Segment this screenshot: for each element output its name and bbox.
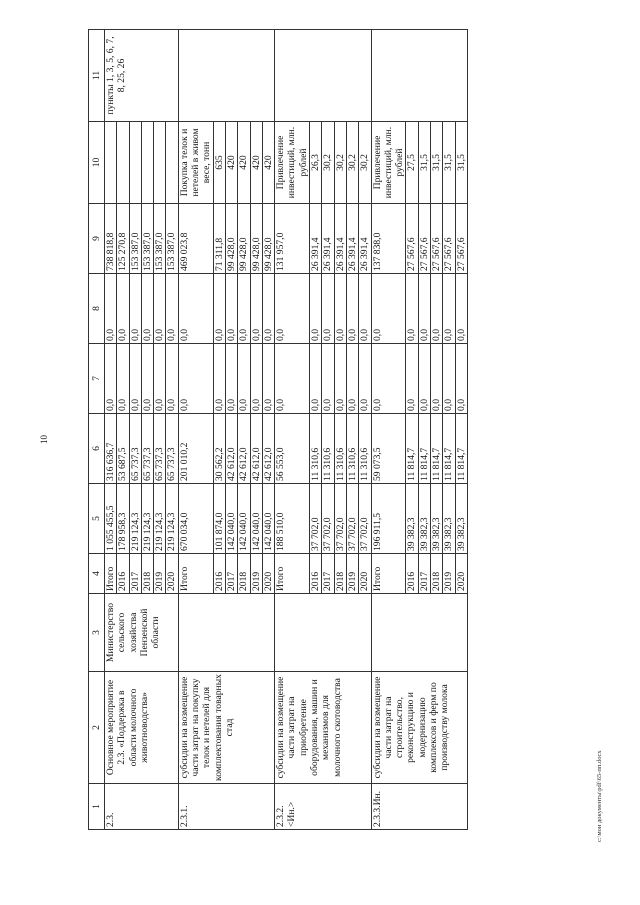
total-cell: 37 702,0 [334, 484, 346, 554]
regional-budget-cell: 42 612,0 [250, 414, 262, 484]
extrabudget-cell: 0,0 [275, 274, 310, 344]
year-cell: 2018 [238, 554, 250, 594]
total-cell: 142 040,0 [238, 484, 250, 554]
extrabudget-cell: 0,0 [213, 274, 225, 344]
total-cell: 39 382,3 [455, 484, 467, 554]
table-body [105, 30, 468, 830]
item-number: 2.3.2. <Ин.> [275, 784, 371, 830]
extrabudget-cell: 0,0 [322, 274, 334, 344]
year-cell: 2016 [213, 554, 225, 594]
linked-indicators [178, 30, 274, 122]
total-cell: 101 874,0 [213, 484, 225, 554]
regional-budget-cell: 11 814,7 [406, 414, 418, 484]
table-row [275, 30, 310, 830]
federal-budget-cell: 99 428,0 [250, 204, 262, 274]
responsible-executor [275, 594, 371, 672]
year-cell: 2017 [129, 554, 141, 594]
total-cell: 670 034,0 [178, 484, 213, 554]
col-header-1: 1 [89, 784, 105, 830]
regional-budget-cell: 59 073,5 [371, 414, 406, 484]
extrabudget-cell: 0,0 [141, 274, 153, 344]
local-budget-cell: 0,0 [346, 344, 358, 414]
indicator-value: 420 [225, 122, 237, 204]
indicator-value: 31,5 [443, 122, 455, 204]
regional-budget-cell: 30 562,2 [213, 414, 225, 484]
year-cell: Итого [371, 554, 406, 594]
linked-indicators [371, 30, 467, 122]
extrabudget-cell: 0,0 [166, 274, 178, 344]
regional-budget-cell: 11 814,7 [443, 414, 455, 484]
local-budget-cell: 0,0 [225, 344, 237, 414]
total-cell: 39 382,3 [406, 484, 418, 554]
year-cell: 2016 [310, 554, 322, 594]
extrabudget-cell: 0,0 [346, 274, 358, 344]
local-budget-cell: 0,0 [141, 344, 153, 414]
federal-budget-cell: 153 387,0 [141, 204, 153, 274]
regional-budget-cell: 11 814,7 [418, 414, 430, 484]
regional-budget-cell: 56 553,0 [275, 414, 310, 484]
table-row [178, 30, 213, 830]
local-budget-cell: 0,0 [334, 344, 346, 414]
extrabudget-cell: 0,0 [105, 274, 117, 344]
indicator-value: 31,5 [418, 122, 430, 204]
year-cell: 2020 [262, 554, 274, 594]
indicator-value: 27,5 [406, 122, 418, 204]
col-header-9: 9 [89, 204, 105, 274]
regional-budget-cell: 65 737,3 [154, 414, 166, 484]
indicator-value: 31,5 [455, 122, 467, 204]
total-cell: 188 510,0 [275, 484, 310, 554]
federal-budget-cell: 131 957,0 [275, 204, 310, 274]
local-budget-cell: 0,0 [213, 344, 225, 414]
linked-indicators [275, 30, 371, 122]
federal-budget-cell: 27 567,6 [406, 204, 418, 274]
year-cell: Итого [105, 554, 117, 594]
federal-budget-cell: 99 428,0 [262, 204, 274, 274]
program-table [88, 29, 468, 830]
extrabudget-cell: 0,0 [418, 274, 430, 344]
extrabudget-cell: 0,0 [225, 274, 237, 344]
indicator-value [129, 122, 141, 204]
federal-budget-cell: 27 567,6 [431, 204, 443, 274]
federal-budget-cell: 125 270,8 [117, 204, 129, 274]
col-header-4: 4 [89, 554, 105, 594]
col-header-6: 6 [89, 414, 105, 484]
file-path: c:\мои документы\pdf\65-пп.docx [596, 750, 603, 842]
local-budget-cell: 0,0 [443, 344, 455, 414]
regional-budget-cell: 11 814,7 [455, 414, 467, 484]
extrabudget-cell: 0,0 [238, 274, 250, 344]
regional-budget-cell: 201 010,2 [178, 414, 213, 484]
local-budget-cell: 0,0 [105, 344, 117, 414]
local-budget-cell: 0,0 [250, 344, 262, 414]
page-number: 10 [39, 435, 49, 444]
extrabudget-cell: 0,0 [406, 274, 418, 344]
col-header-5: 5 [89, 484, 105, 554]
regional-budget-cell: 42 612,0 [225, 414, 237, 484]
regional-budget-cell: 42 612,0 [238, 414, 250, 484]
federal-budget-cell: 99 428,0 [225, 204, 237, 274]
responsible-executor [371, 594, 467, 672]
total-cell: 142 040,0 [225, 484, 237, 554]
local-budget-cell: 0,0 [455, 344, 467, 414]
item-name: Основное мероприятие 2.3. «Поддержка в области молочного животноводства» [105, 672, 179, 784]
total-cell: 37 702,0 [322, 484, 334, 554]
federal-budget-cell: 27 567,6 [418, 204, 430, 274]
indicator-value: 420 [250, 122, 262, 204]
regional-budget-cell: 65 737,3 [166, 414, 178, 484]
item-name: субсидии на возмещение части затрат на приобретение оборудования, машин и механизмов для молочного скотоводства [275, 672, 371, 784]
indicator-value: 30,2 [359, 122, 371, 204]
indicator-value: 30,2 [334, 122, 346, 204]
extrabudget-cell: 0,0 [359, 274, 371, 344]
federal-budget-cell: 26 391,4 [310, 204, 322, 274]
regional-budget-cell: 11 310,6 [359, 414, 371, 484]
local-budget-cell: 0,0 [238, 344, 250, 414]
federal-budget-cell: 27 567,6 [443, 204, 455, 274]
total-cell: 178 958,3 [117, 484, 129, 554]
total-cell: 39 382,3 [418, 484, 430, 554]
local-budget-cell: 0,0 [117, 344, 129, 414]
indicator-value [105, 122, 117, 204]
col-header-7: 7 [89, 344, 105, 414]
year-cell: 2018 [334, 554, 346, 594]
extrabudget-cell: 0,0 [310, 274, 322, 344]
item-number: 2.3. [105, 784, 179, 830]
table-row [371, 30, 406, 830]
federal-budget-cell: 153 387,0 [166, 204, 178, 274]
indicator-value [117, 122, 129, 204]
total-cell: 142 040,0 [250, 484, 262, 554]
regional-budget-cell: 42 612,0 [262, 414, 274, 484]
indicator-label: Привлечение инвестиций, млн. рублей [371, 122, 406, 204]
indicator-value: 30,2 [322, 122, 334, 204]
year-cell: 2017 [225, 554, 237, 594]
column-number-row [89, 30, 105, 830]
col-header-8: 8 [89, 274, 105, 344]
year-cell: 2019 [154, 554, 166, 594]
local-budget-cell: 0,0 [322, 344, 334, 414]
indicator-value: 30,2 [346, 122, 358, 204]
extrabudget-cell: 0,0 [334, 274, 346, 344]
total-cell: 37 702,0 [346, 484, 358, 554]
indicator-value [154, 122, 166, 204]
federal-budget-cell: 99 428,0 [238, 204, 250, 274]
indicator-value: 31,5 [431, 122, 443, 204]
indicator-value: 635 [213, 122, 225, 204]
year-cell: 2017 [418, 554, 430, 594]
federal-budget-cell: 153 387,0 [129, 204, 141, 274]
responsible-executor [178, 594, 274, 672]
regional-budget-cell: 316 636,7 [105, 414, 117, 484]
local-budget-cell: 0,0 [178, 344, 213, 414]
regional-budget-cell: 11 310,6 [322, 414, 334, 484]
col-header-3: 3 [89, 594, 105, 672]
indicator-label: Привлечение инвестиций, млн. рублей [275, 122, 310, 204]
total-cell: 142 040,0 [262, 484, 274, 554]
local-budget-cell: 0,0 [310, 344, 322, 414]
year-cell: 2019 [443, 554, 455, 594]
year-cell: 2020 [166, 554, 178, 594]
federal-budget-cell: 26 391,4 [359, 204, 371, 274]
extrabudget-cell: 0,0 [443, 274, 455, 344]
local-budget-cell: 0,0 [359, 344, 371, 414]
table-row [105, 30, 117, 830]
total-cell: 219 124,3 [166, 484, 178, 554]
total-cell: 196 911,5 [371, 484, 406, 554]
total-cell: 219 124,3 [129, 484, 141, 554]
total-cell: 37 702,0 [310, 484, 322, 554]
item-name: субсидии на возмещение части затрат на строительство, реконструкцию и модернизацию комплексов и ферм по производству молока [371, 672, 467, 784]
year-cell: 2020 [455, 554, 467, 594]
indicator-value: 420 [238, 122, 250, 204]
local-budget-cell: 0,0 [154, 344, 166, 414]
year-cell: 2019 [346, 554, 358, 594]
rotated-table-container [88, 30, 586, 830]
total-cell: 1 055 455,5 [105, 484, 117, 554]
federal-budget-cell: 27 567,6 [455, 204, 467, 274]
indicator-value: 26,3 [310, 122, 322, 204]
year-cell: 2020 [359, 554, 371, 594]
year-cell: 2016 [406, 554, 418, 594]
federal-budget-cell: 153 387,0 [154, 204, 166, 274]
year-cell: Итого [275, 554, 310, 594]
regional-budget-cell: 53 687,5 [117, 414, 129, 484]
year-cell: Итого [178, 554, 213, 594]
indicator-value [141, 122, 153, 204]
year-cell: 2019 [250, 554, 262, 594]
extrabudget-cell: 0,0 [455, 274, 467, 344]
item-number: 2.3.3.Ин. [371, 784, 467, 830]
federal-budget-cell: 26 391,4 [322, 204, 334, 274]
regional-budget-cell: 11 310,6 [334, 414, 346, 484]
local-budget-cell: 0,0 [406, 344, 418, 414]
local-budget-cell: 0,0 [129, 344, 141, 414]
extrabudget-cell: 0,0 [262, 274, 274, 344]
federal-budget-cell: 738 818,8 [105, 204, 117, 274]
local-budget-cell: 0,0 [166, 344, 178, 414]
item-number: 2.3.1. [178, 784, 274, 830]
col-header-2: 2 [89, 672, 105, 784]
year-cell: 2017 [322, 554, 334, 594]
regional-budget-cell: 65 737,3 [129, 414, 141, 484]
indicator-value [166, 122, 178, 204]
local-budget-cell: 0,0 [431, 344, 443, 414]
indicator-value: 420 [262, 122, 274, 204]
local-budget-cell: 0,0 [262, 344, 274, 414]
extrabudget-cell: 0,0 [129, 274, 141, 344]
col-header-11: 11 [89, 30, 105, 122]
federal-budget-cell: 71 311,8 [213, 204, 225, 274]
federal-budget-cell: 26 391,4 [346, 204, 358, 274]
local-budget-cell: 0,0 [371, 344, 406, 414]
local-budget-cell: 0,0 [275, 344, 310, 414]
total-cell: 219 124,3 [141, 484, 153, 554]
federal-budget-cell: 469 023,8 [178, 204, 213, 274]
year-cell: 2018 [431, 554, 443, 594]
year-cell: 2016 [117, 554, 129, 594]
indicator-label: Покупка телок и нетелей в живом весе, тонн [178, 122, 213, 204]
total-cell: 39 382,3 [431, 484, 443, 554]
federal-budget-cell: 26 391,4 [334, 204, 346, 274]
local-budget-cell: 0,0 [418, 344, 430, 414]
extrabudget-cell: 0,0 [250, 274, 262, 344]
total-cell: 219 124,3 [154, 484, 166, 554]
responsible-executor: Министерство сельского хозяйства Пензенской области [105, 594, 179, 672]
linked-indicators: пункты 1, 3, 5, 6, 7, 8, 25, 26 [105, 30, 179, 122]
col-header-10: 10 [89, 122, 105, 204]
extrabudget-cell: 0,0 [178, 274, 213, 344]
total-cell: 37 702,0 [359, 484, 371, 554]
regional-budget-cell: 11 310,6 [310, 414, 322, 484]
regional-budget-cell: 65 737,3 [141, 414, 153, 484]
extrabudget-cell: 0,0 [431, 274, 443, 344]
regional-budget-cell: 11 310,6 [346, 414, 358, 484]
regional-budget-cell: 11 814,7 [431, 414, 443, 484]
extrabudget-cell: 0,0 [117, 274, 129, 344]
extrabudget-cell: 0,0 [371, 274, 406, 344]
total-cell: 39 382,3 [443, 484, 455, 554]
federal-budget-cell: 137 838,0 [371, 204, 406, 274]
item-name: субсидии на возмещение части затрат на покупку телок и нетелей для комплектования товарных стад [178, 672, 274, 784]
year-cell: 2018 [141, 554, 153, 594]
extrabudget-cell: 0,0 [154, 274, 166, 344]
